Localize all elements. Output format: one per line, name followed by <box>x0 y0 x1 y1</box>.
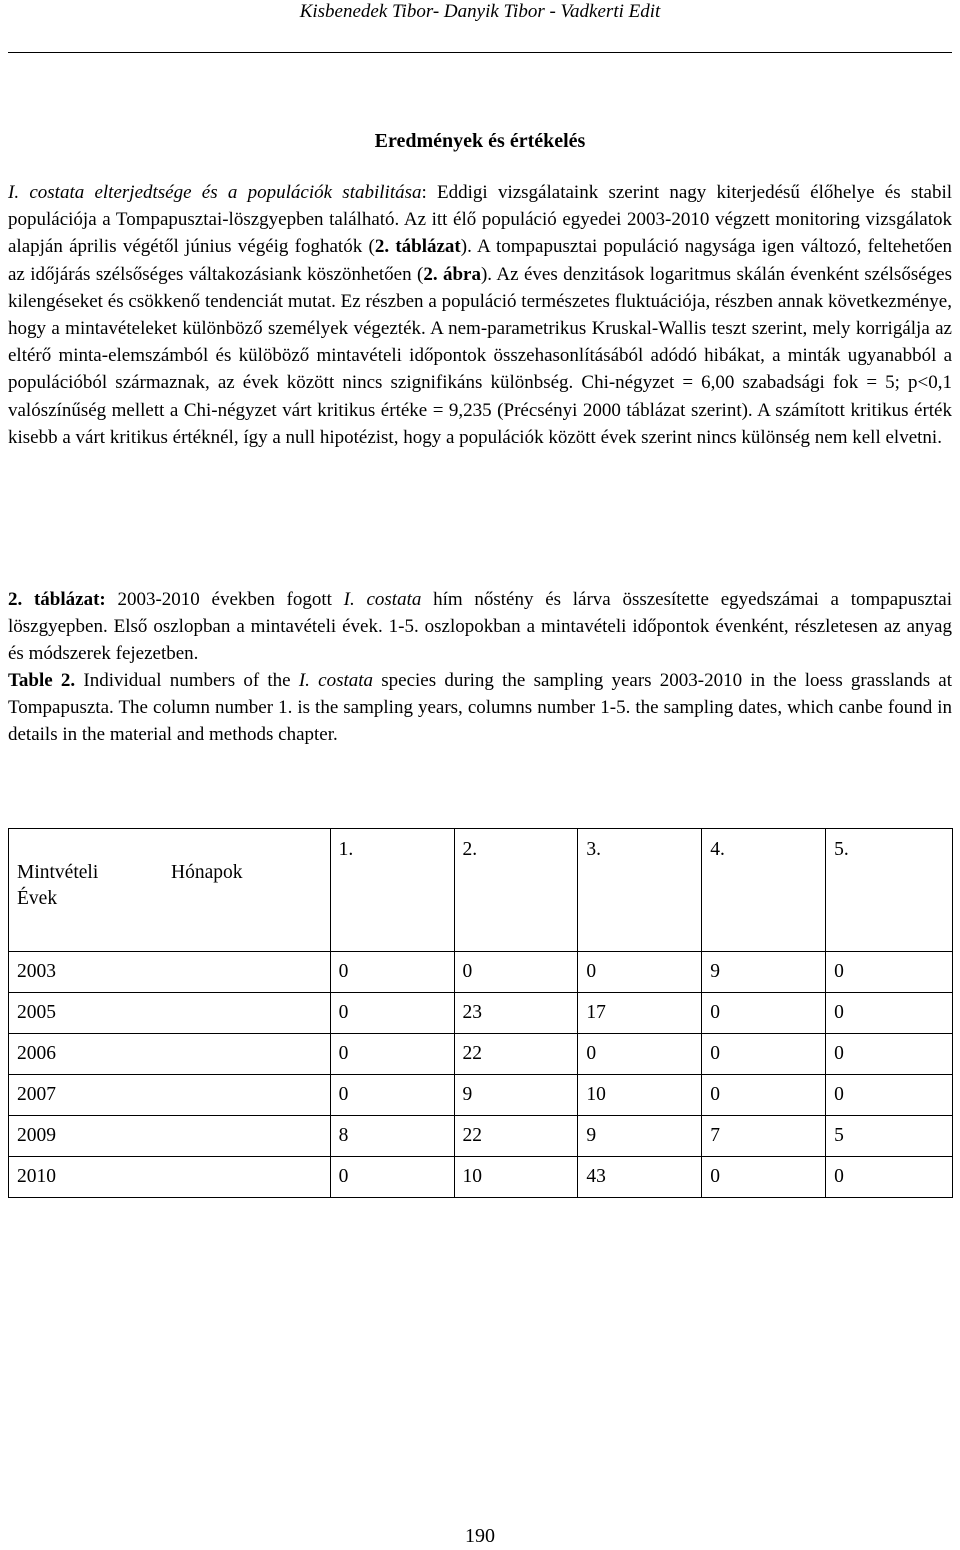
table-cell: 0 <box>826 1034 953 1075</box>
table-cell: 0 <box>330 993 454 1034</box>
running-header <box>0 0 960 26</box>
table-reference: 2. táblázat <box>374 236 461 258</box>
table-cell: 22 <box>454 1034 578 1075</box>
table-row <box>9 1157 953 1198</box>
table-cell: 0 <box>702 1157 826 1198</box>
table-cell: 9 <box>702 952 826 993</box>
table-row <box>9 1034 953 1075</box>
table-cell: 23 <box>454 993 578 1034</box>
header-years-months: Mintvételi Hónapok Évek <box>9 829 331 952</box>
table-cell: 10 <box>454 1157 578 1198</box>
table-cell: 17 <box>578 993 702 1034</box>
column-header: 4. <box>702 829 826 952</box>
table-cell: 43 <box>578 1157 702 1198</box>
year-cell: 2009 <box>9 1116 331 1157</box>
column-header: 3. <box>578 829 702 952</box>
figure-reference: 2. ábra <box>423 263 481 285</box>
results-paragraph: I. costata elterjedtsége és a populációk stabilitása: Eddigi vizsgálataink szerint nagy kiterjedésű élőhelye és stabil populációja a Tompapusztai-löszgyepben található. Az itt élő populáció egyedei 2003-2010 végzett monitoring vizsgálatok alapján április végétől június végéig foghatók (2. táblázat). A tompapusztai populáció nagysága igen változó, feltehetően az időjárás szélsőséges váltakozásiank köszönhetően (2. ábra). Az éves denzitások logaritmus skálán évenként szélsőséges kilengéseket és csökkenő tendenciát mutat. Ez részben a populáció természetes fluktuációja, részben annak következménye, hogy a mintavételeket különböző személyek végezték. A nem-parametrikus Kruskal-Wallis teszt szerint, mely korrigálja az eltérő minta-elemszámból és külöböző mintavételi időpontok összehasonlításából adódó hibákat, a minták ugyanabból a populációból származnak, az évek között nincs szignifikáns különbség. Chi-négyzet = 6,00 szabadsági fok = 5; p<0,1 valószínűség mellett a Chi-négyzet várt kritikus értéke = 9,235 (Précsényi 2000 táblázat szerint). A számított kritikus érték kisebb a várt kritikus értéknél, így a null hipotézist, hogy a populációk között évek szerint nincs különség nem kell elvetni. <box>8 182 953 448</box>
year-cell: 2007 <box>9 1075 331 1116</box>
year-cell: 2006 <box>9 1034 331 1075</box>
caption-label-en: Table 2. <box>8 670 76 691</box>
table-cell: 10 <box>578 1075 702 1116</box>
table-cell: 5 <box>826 1116 953 1157</box>
table-cell: 0 <box>578 1034 702 1075</box>
table-cell: 0 <box>330 1075 454 1116</box>
table-row <box>9 1116 953 1157</box>
table-cell: 0 <box>330 1157 454 1198</box>
species-topic: I. costata elterjedtsége és a populációk stabilitása <box>8 182 422 203</box>
table-cell: 22 <box>454 1116 578 1157</box>
table-cell: 0 <box>702 1034 826 1075</box>
column-header: 1. <box>330 829 454 952</box>
year-cell: 2010 <box>9 1157 331 1198</box>
section-title: Eredmények és értékelés <box>374 130 586 152</box>
table-header-row <box>9 829 953 952</box>
sampling-table <box>8 828 953 1198</box>
caption-label-hu: 2. táblázat: <box>8 589 106 610</box>
table-cell: 0 <box>702 1075 826 1116</box>
running-title: Kisbenedek Tibor- Danyik Tibor - Vadkerti Edit <box>299 1 661 22</box>
table-cell: 8 <box>330 1116 454 1157</box>
table-cell: 0 <box>578 952 702 993</box>
table-cell: 0 <box>330 1034 454 1075</box>
table-cell: 0 <box>826 993 953 1034</box>
column-header: 5. <box>826 829 953 952</box>
table-cell: 0 <box>826 1075 953 1116</box>
column-header: 2. <box>454 829 578 952</box>
page-number: 190 <box>465 1525 495 1547</box>
table-cell: 0 <box>826 1157 953 1198</box>
table-row <box>9 1075 953 1116</box>
table-cell: 9 <box>578 1116 702 1157</box>
months-label: Hónapok <box>171 862 243 883</box>
year-cell: 2003 <box>9 952 331 993</box>
table-row <box>9 952 953 993</box>
table-cell: 0 <box>454 952 578 993</box>
header-divider <box>8 52 952 53</box>
table-row <box>9 993 953 1034</box>
table-cell: 7 <box>702 1116 826 1157</box>
table-cell: 0 <box>702 993 826 1034</box>
table-caption: 2. táblázat: 2003-2010 években fogott I. costata hím nőstény és lárva összesítette egyedszámai a tompapusztai löszgyepben. Első oszlopban a mintavételi évek. 1-5. oszlopokban a mintavételi időpontok évenként, részletesen az anyag és módszerek fejezetben. Table 2. Individual numbers of the I. costata species during the sampling years 2003-2010 in the loess grasslands at Tompapuszta. The column number 1. is the sampling years, columns number 1-5. the sampling dates, which canbe found in details in the material and methods chapter. <box>8 589 953 745</box>
table-cell: 0 <box>330 952 454 993</box>
table-cell: 9 <box>454 1075 578 1116</box>
table-cell: 0 <box>826 952 953 993</box>
year-cell: 2005 <box>9 993 331 1034</box>
